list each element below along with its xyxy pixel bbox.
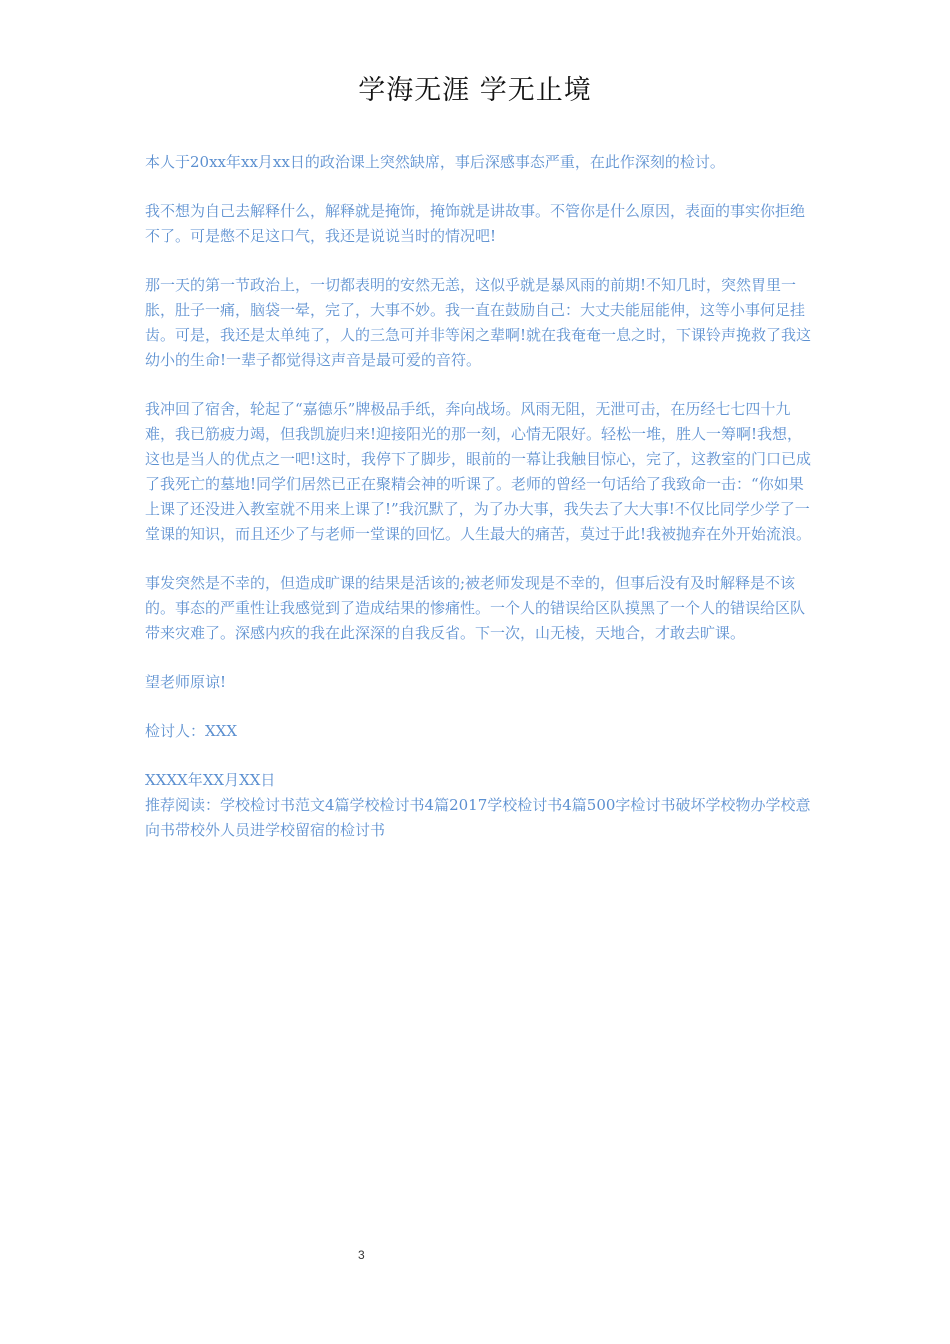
paragraph-4: 我冲回了宿舍，轮起了“嘉德乐”牌极品手纸，奔向战场。风雨无阻，无泄可击，在历经七七四十九难，我已筋疲力竭，但我凯旋归来!迎接阳光的那一刻，心情无限好。轻松一堆，胜人一筹啊!我想，这也是当人的优点之一吧!这时，我停下了脚步，眼前的一幕让我触目惊心，完了，这教室的门口已成了我死亡的墓地!同学们居然已正在聚精会神的听课了。老师的曾经一句话给了我致命一击：“你如果上课了还没进入教室就不用来上课了!”我沉默了，为了办大事，我失去了大大事!不仅比同学少学了一堂课的知识，而且还少了与老师一堂课的回忆。人生最大的痛苦，莫过于此!我被抛弃在外开始流浪。 (145, 400, 812, 543)
paragraph-2: 我不想为自己去解释什么，解释就是掩饰，掩饰就是讲故事。不管你是什么原因，表面的事实你拒绝不了。可是憋不足这口气，我还是说说当时的情况吧! (145, 202, 806, 245)
document-body (145, 150, 815, 843)
signature-line: 检讨人：XXX (145, 722, 238, 740)
paragraph-5: 事发突然是不幸的，但造成旷课的结果是活该的;被老师发现是不幸的，但事后没有及时解释是不该的。事态的严重性让我感觉到了造成结果的惨痛性。一个人的错误给区队摸黑了一个人的错误给区队带来灾难了。深感内疚的我在此深深的自我反省。下一次，山无棱，天地合，才敢去旷课。 (145, 574, 806, 642)
date-line: XXXX年XX月XX日 (145, 771, 276, 789)
recommended-reading: 推荐阅读：学校检讨书范文4篇学校检讨书4篇2017学校检讨书4篇500字检讨书破坏学校物办学校意向书带校外人员进学校留宿的检讨书 (145, 796, 811, 839)
paragraph-apology: 望老师原谅! (145, 673, 227, 691)
page-header-title: 学海无涯 学无止境 (358, 75, 592, 106)
paragraph-intro: 本人于20xx年xx月xx日的政治课上突然缺席，事后深感事态严重，在此作深刻的检讨。 (145, 153, 725, 171)
page-number: 3 (358, 1248, 365, 1262)
paragraph-3: 那一天的第一节政治上，一切都表明的安然无恙，这似乎就是暴风雨的前期!不知几时，突然胃里一胀，肚子一痛，脑袋一晕，完了，大事不妙。我一直在鼓励自己：大丈夫能屈能伸，这等小事何足挂齿。可是，我还是太单纯了，人的三急可并非等闲之辈啊!就在我奄奄一息之时，下课铃声挽救了我这幼小的生命!一辈子都觉得这声音是最可爱的音符。 (145, 276, 812, 369)
